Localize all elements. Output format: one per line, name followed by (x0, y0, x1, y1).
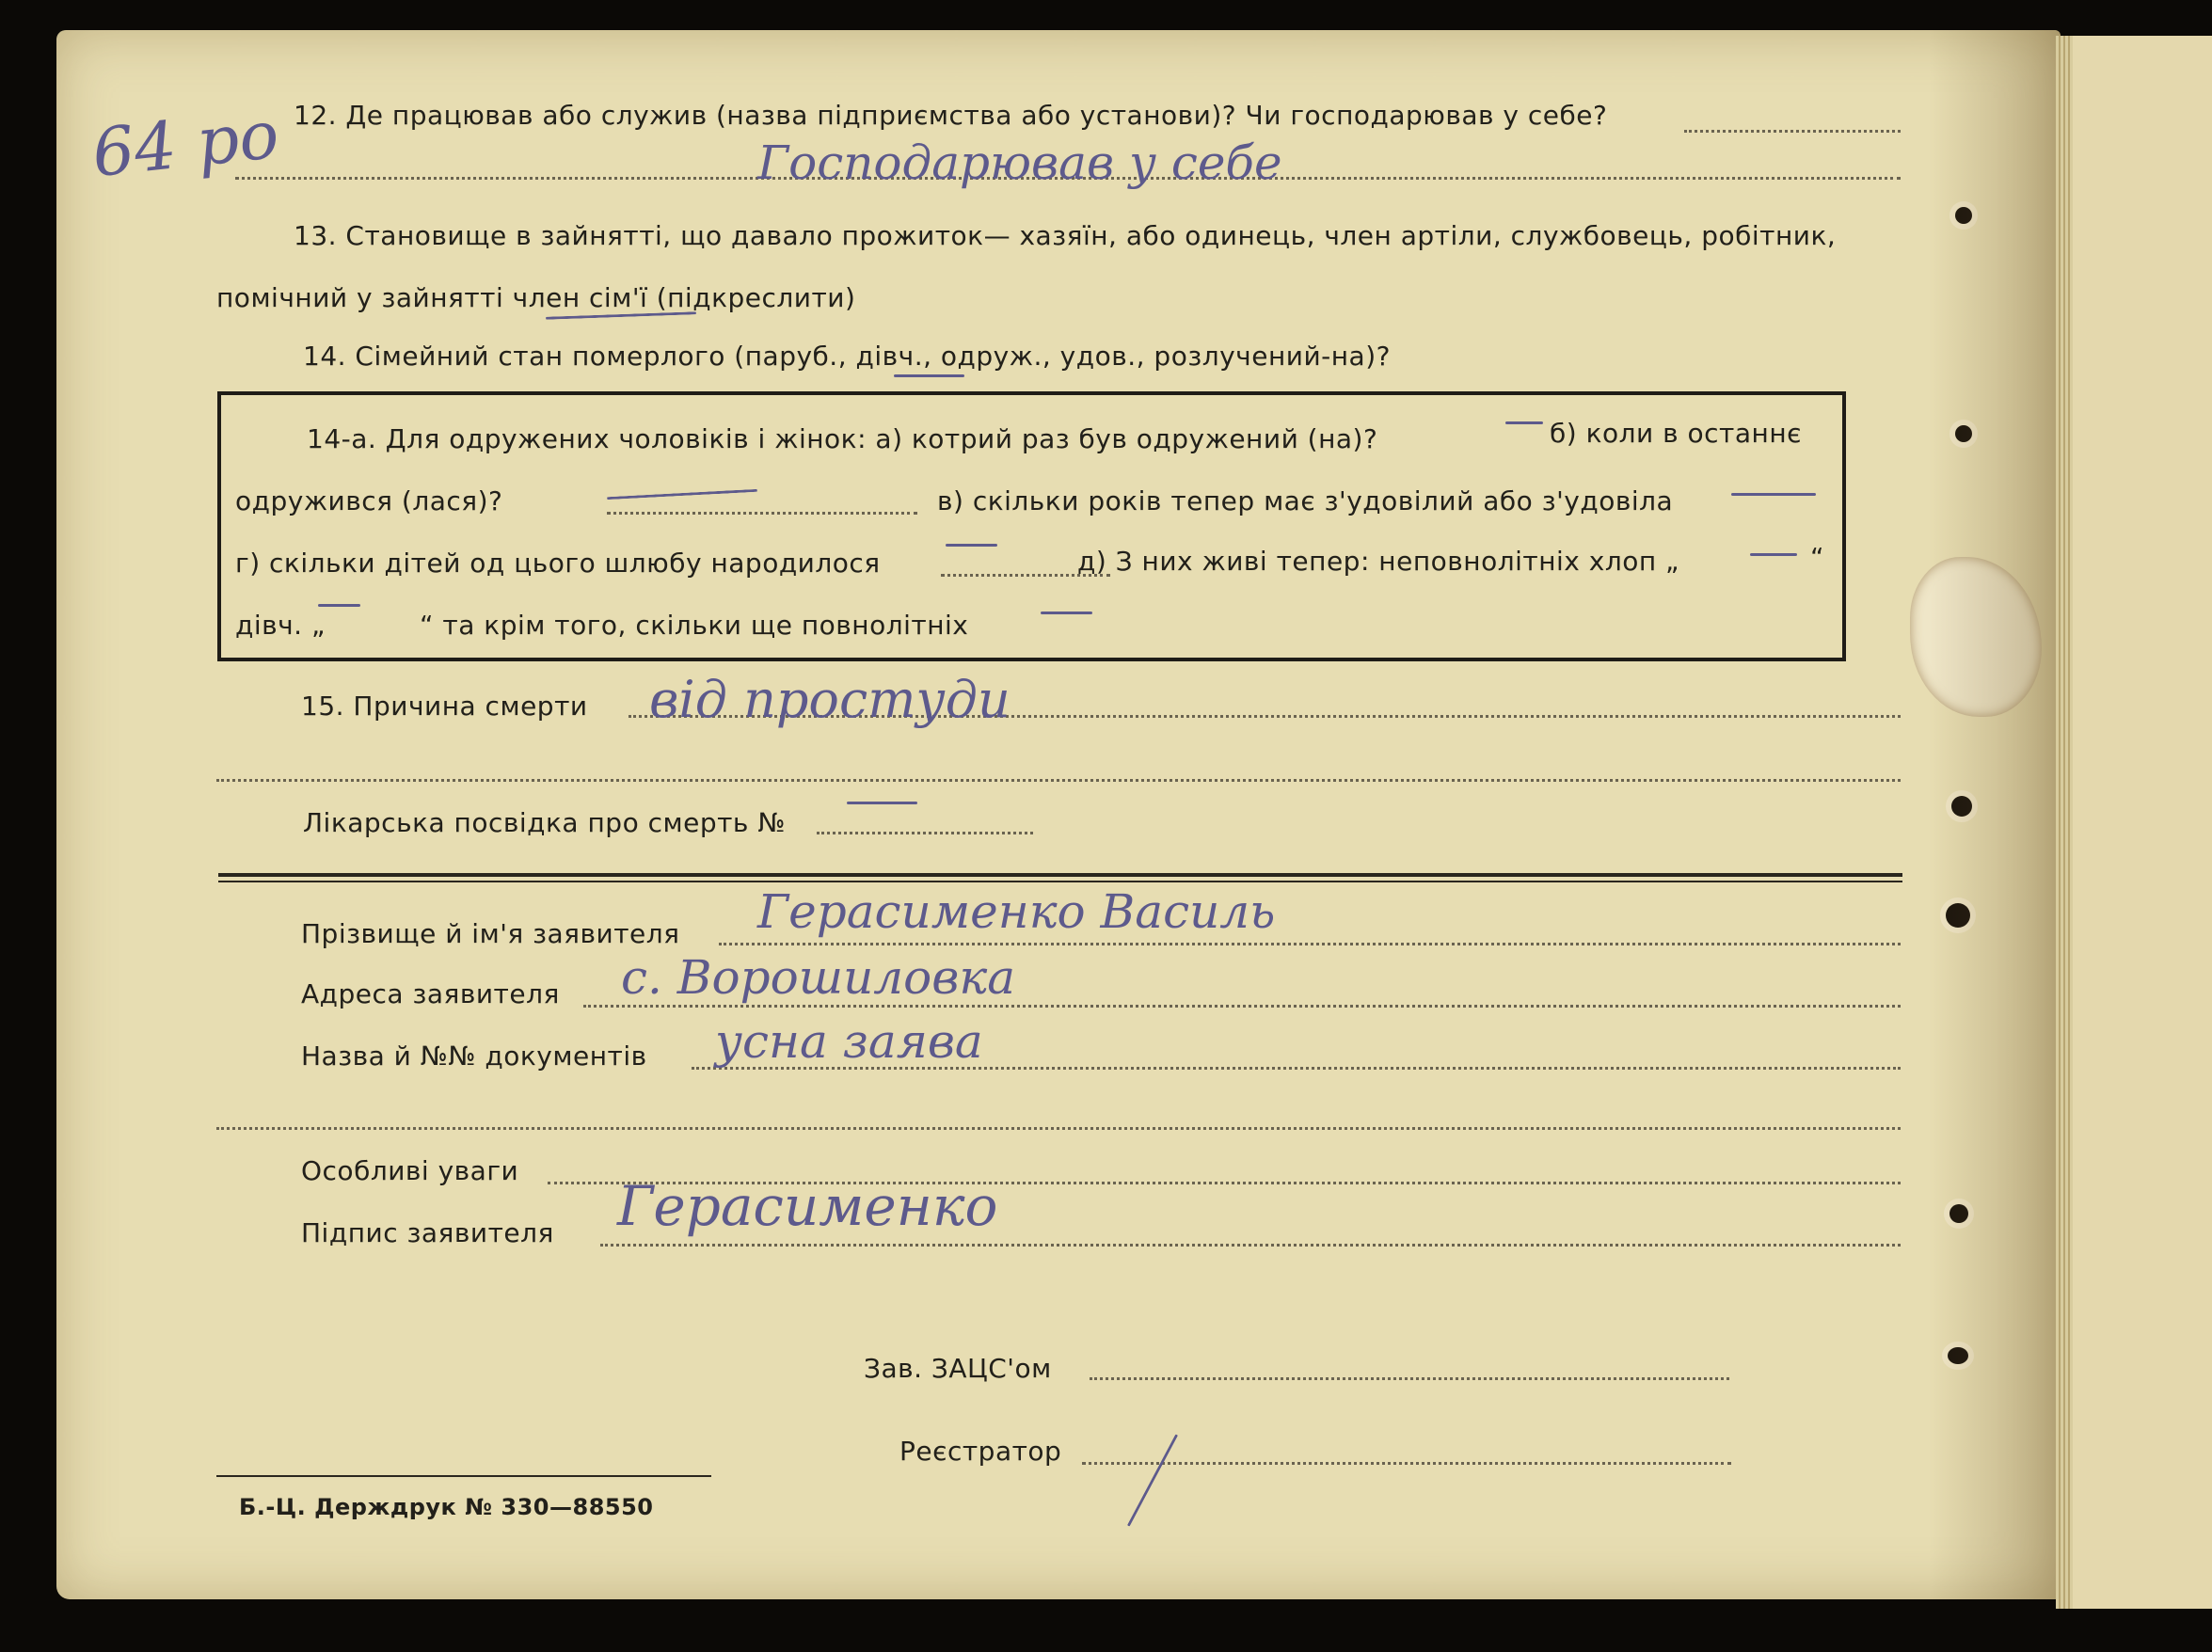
printer-rule (216, 1475, 711, 1477)
documents-line2 (216, 1127, 1901, 1130)
registrar-label: Реєстратор (899, 1436, 1062, 1467)
question-14a-line4b: “ та крім того, скільки ще повнолітніх (420, 610, 969, 641)
paper-tear (1910, 557, 2042, 717)
zags-head-line (1090, 1377, 1729, 1380)
question-14a-line4a: дівч. „ (235, 610, 326, 641)
binding-hole (1951, 796, 1972, 817)
adjacent-page (2070, 36, 2212, 1609)
documents-label: Назва й №№ документів (301, 1040, 647, 1072)
registrar-line (1082, 1462, 1731, 1465)
question-15: 15. Причина смерти (301, 691, 588, 722)
binding-hole (1955, 207, 1972, 224)
question-14a-line3c: “ (1810, 542, 1825, 573)
q14a-children-dash (946, 544, 997, 547)
question-14a-line3a: г) скільки дітей од цього шлюбу народилося (235, 548, 881, 579)
signature-label: Підпис заявителя (301, 1217, 554, 1248)
registrar-signature-mark (1127, 1434, 1178, 1527)
q14a-girls-dash (318, 604, 360, 607)
binding-hole (1948, 1347, 1968, 1364)
binding-hole (1949, 1204, 1968, 1223)
printer-imprint: Б.-Ц. Держдрук № 330—88550 (239, 1494, 654, 1520)
margin-note: 64 ро (88, 95, 283, 193)
question-14a-line2a: одружився (лася)? (235, 485, 503, 516)
question-14a-line2b: в) скільки років тепер має з'удовілий або з'удовіла (937, 485, 1674, 516)
question-14a-line1: 14-а. Для одружених чоловіків і жінок: а) котрий раз був одружений (на)? (307, 423, 1378, 454)
q15-line2 (216, 779, 1901, 782)
q12-answer: Господарював у себе (757, 135, 1282, 190)
applicant-name-line (719, 943, 1901, 945)
binding-hole (1946, 903, 1970, 928)
question-13-line1: 13. Становище в зайнятті, що давало прожиток— хазяїн, або одинець, член артіли, службовець, робітник, (294, 220, 1837, 251)
zags-head-label: Зав. ЗАЦС'ом (864, 1353, 1052, 1384)
question-12: 12. Де працював або служив (назва підприємства або установи)? Чи господарював у себе? (294, 100, 1608, 131)
form-page (56, 30, 2061, 1599)
q14a-adults-dash (1041, 612, 1092, 614)
applicant-name-label: Прізвище й ім'я заявителя (301, 918, 680, 949)
question-14a-line3b: д) З них живі тепер: неповнолітніх хлоп „ (1077, 546, 1680, 577)
q14a-widowed-dash (1731, 493, 1816, 496)
q14a-line2-dots (607, 512, 917, 515)
question-14: 14. Сімейний стан померлого (паруб., дівч., одруж., удов., розлучений-на)? (303, 341, 1392, 372)
double-rule-bottom (218, 881, 1902, 882)
signature-line (600, 1244, 1901, 1247)
applicant-address-value: с. Ворошиловка (621, 950, 1016, 1005)
medical-certificate: Лікарська посвідка про смерть № (303, 807, 786, 838)
medical-line (817, 832, 1033, 834)
applicant-address-line (583, 1005, 1901, 1008)
question-14a-b: б) коли в останнє (1550, 418, 1803, 449)
question-13-line2: помічний у зайнятті член сім'ї (підкреслити) (216, 282, 856, 313)
q15-answer: від простуди (649, 670, 1011, 729)
applicant-address-label: Адреса заявителя (301, 978, 560, 1009)
q12-line (1684, 130, 1901, 133)
applicant-signature: Герасименко (617, 1174, 998, 1238)
binding-hole (1955, 425, 1972, 442)
documents-value: усна заява (715, 1014, 983, 1069)
applicant-name-value: Герасименко Василь (757, 884, 1276, 939)
q14-underline (894, 374, 964, 377)
q14a-boys-dash (1750, 553, 1797, 556)
double-rule-top (218, 873, 1902, 877)
q14a-a-dash (1505, 421, 1543, 424)
notes-label: Особливі уваги (301, 1155, 519, 1186)
medical-dash (847, 802, 917, 804)
